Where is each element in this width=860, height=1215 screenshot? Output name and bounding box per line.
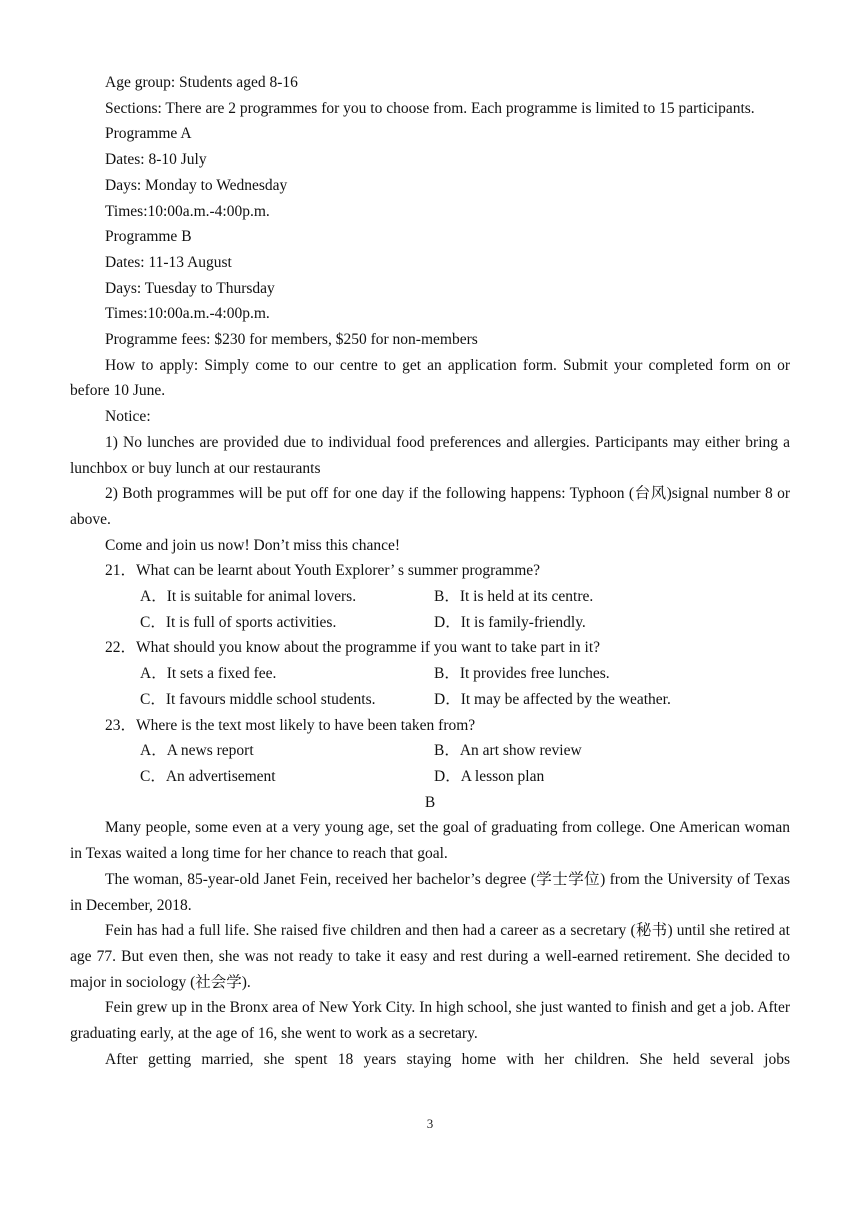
notice-item-2: 2) Both programmes will be put off for one day if the following happens: Typhoon (台风)signal number 8 or above. [70,485,790,528]
option-a: A．A news report [140,742,254,760]
passage-b-paragraph: Fein grew up in the Bronx area of New York City. In high school, she just wanted to finish and get a job. After graduating early, at the age of 16, she went to work as a secretary. [70,999,790,1043]
programme-b-times: Times:10:00a.m.-4:00p.m. [105,305,270,323]
option-c: C．An advertisement [140,767,276,785]
programme-a-days: Days: Monday to Wednesday [105,176,288,194]
passage-b-paragraph: Many people, some even at a very young age, set the goal of graduating from college. One American woman in Texas waited a long time for her chance to reach that goal. [70,819,790,863]
option-d: D．A lesson plan [434,767,545,785]
programme-a-times: Times:10:00a.m.-4:00p.m. [105,202,270,220]
programme-a-dates: Dates: 8-10 July [105,151,207,169]
passage-b-paragraph: Fein has had a full life. She raised five children and then had a career as a secretary (秘书) until she retired at age 77. But even then, she was not ready to take it easy and rest during a well-earned retirement. She decided to major in sociology (社会学). [70,922,790,991]
question-stem: 21．What can be learnt about Youth Explorer’ s summer programme? [105,562,541,580]
question-stem: 22．What should you know about the programme if you want to take part in it? [105,639,601,657]
option-c: C．It is full of sports activities. [140,613,337,631]
programme-b-dates: Dates: 11-13 August [105,253,232,271]
programme-fees: Programme fees: $230 for members, $250 for non-members [105,331,478,349]
option-b: B．It provides free lunches. [434,665,610,683]
age-group-line: Age group: Students aged 8-16 [105,74,298,91]
question-22 [70,635,790,712]
passage-b-heading: B [424,793,436,811]
question-23 [70,713,790,790]
option-a: A．It is suitable for animal lovers. [140,588,357,606]
option-b: B．An art show review [434,742,582,760]
passage-b-paragraph: The woman, 85-year-old Janet Fein, received her bachelor’s degree (学士学位) from the University of Texas in December, 2018. [70,870,790,914]
programme-b-days: Days: Tuesday to Thursday [105,279,275,297]
answer-options [70,738,790,789]
how-to-apply: How to apply: Simply come to our centre to get an application form. Submit your completed form on or before 10 June. [70,356,790,400]
programme-a-title: Programme A [105,125,192,143]
option-d: D．It may be affected by the weather. [434,690,671,708]
programme-b-title: Programme B [105,228,192,246]
question-stem: 23．Where is the text most likely to have been taken from? [105,716,476,734]
sections-paragraph: Sections: There are 2 programmes for you to choose from. Each programme is limited to 15 participants. [105,99,755,117]
option-a: A．It sets a fixed fee. [140,665,277,683]
notice-item-1: 1) No lunches are provided due to individual food preferences and allergies. Participants may either bring a lunchbox or buy lunch at our restaurants [70,433,790,477]
answer-options [70,661,790,712]
passage-b-paragraph: After getting married, she spent 18 years staying home with her children. She held several jobs [105,1050,790,1068]
option-d: D．It is family-friendly. [434,613,586,631]
option-b: B．It is held at its centre. [434,588,594,606]
document-page [70,70,790,1072]
question-21 [70,558,790,635]
page-number: 3 [426,1116,434,1131]
option-c: C．It favours middle school students. [140,690,376,708]
notice-heading: Notice: [105,408,151,426]
answer-options [70,584,790,635]
closing-line: Come and join us now! Don’t miss this chance! [105,536,401,554]
